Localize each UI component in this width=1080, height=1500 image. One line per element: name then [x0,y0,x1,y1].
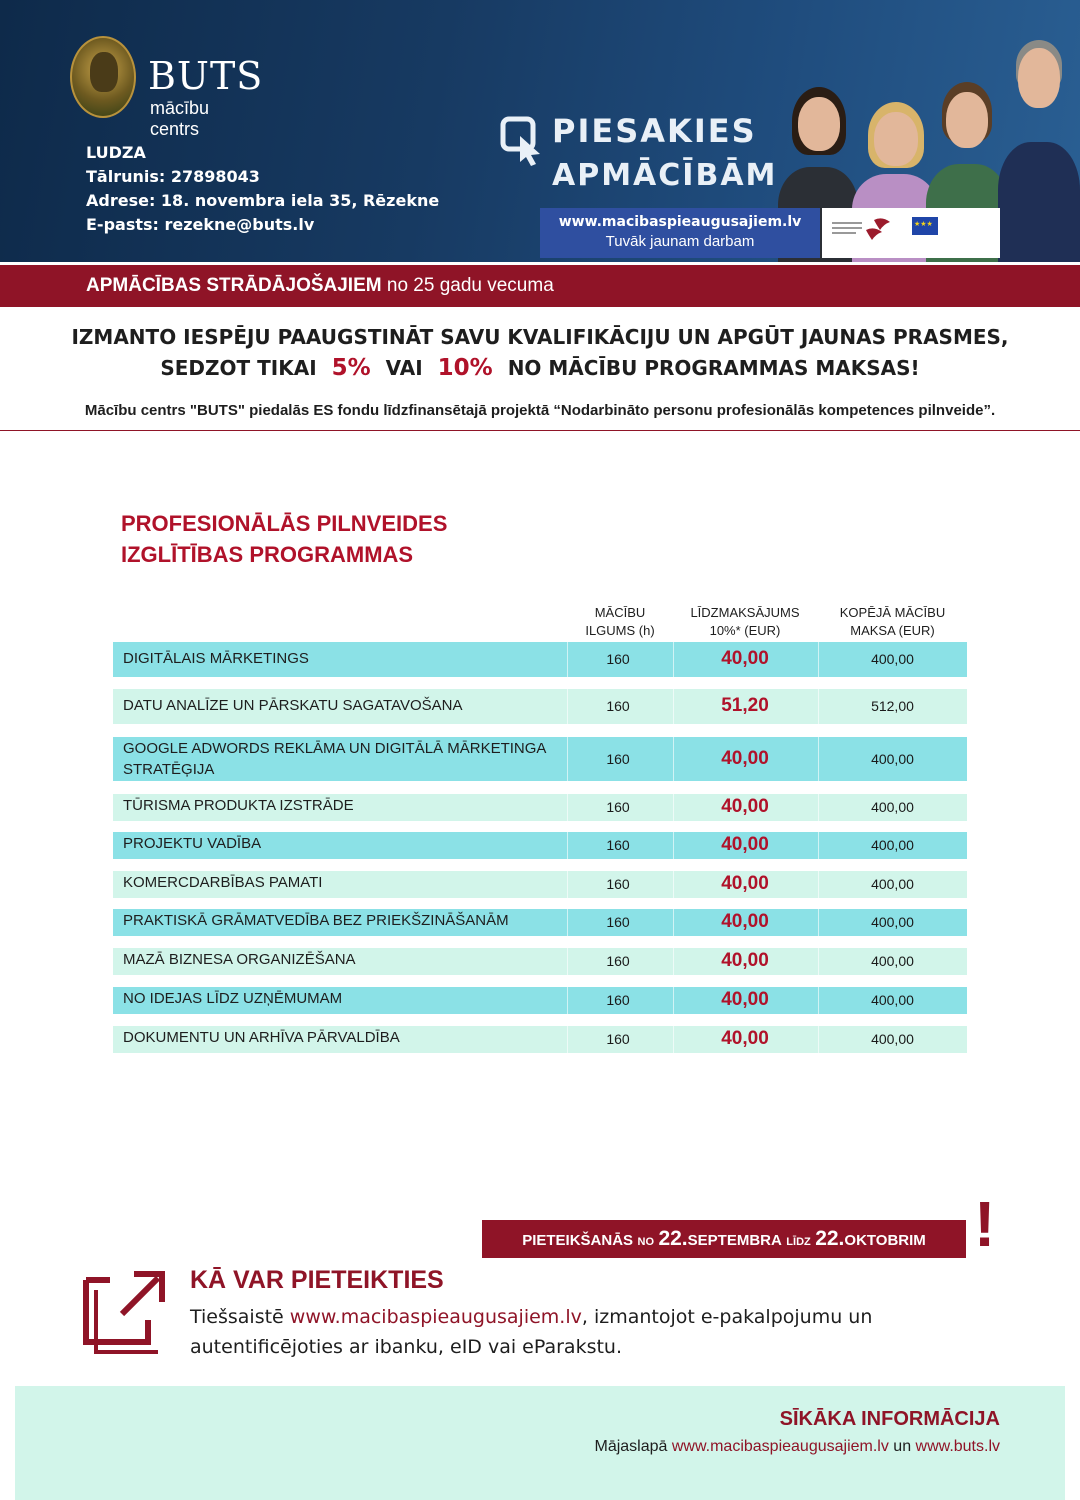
program-hours: 160 [606,876,630,892]
program-cofinancing: 51,20 [721,695,769,716]
cursor-icon [500,116,544,166]
table-row[interactable] [113,909,967,936]
footer-text [594,1438,1000,1456]
table-row[interactable] [113,642,967,677]
program-cofinancing: 40,00 [721,873,769,894]
percent-5: 5% [331,355,371,381]
program-name: GOOGLE ADWORDS REKLĀMA UN DIGITĀLĀ MĀRKETINGA STRATĒĢIJA [123,740,546,778]
footer-link-campaign[interactable]: www.macibaspieaugusajiem.lv [671,1438,889,1455]
program-name: DATU ANALĪZE UN PĀRSKATU SAGATAVOŠANA [123,697,463,714]
slogan-part-c: NO MĀCĪBU PROGRAMMAS MAKSAS! [507,356,920,380]
divider [0,430,1080,431]
audience-rest: no 25 gadu vecuma [381,275,554,296]
program-total: 400,00 [871,799,914,815]
campaign-title [500,112,778,202]
eu-flag-icon [912,217,938,235]
slogan-part-a: SEDZOT TIKAI [160,356,317,380]
table-row[interactable] [113,737,967,781]
col-header-cofinancing [675,604,815,640]
col-header-total-l2: MAKSA (EUR) [850,623,935,638]
col-header-cofin-l1: LĪDZMAKSĀJUMS [690,605,800,620]
program-name: NO IDEJAS LĪDZ UZŅĒMUMAM [123,990,343,1007]
program-name: PROJEKTU VADĪBA [123,835,262,852]
program-cofinancing: 40,00 [721,950,769,971]
program-cofinancing: 40,00 [721,648,769,669]
slogan-part-b: VAI [385,356,423,380]
table-row[interactable] [113,832,967,859]
program-cofinancing: 40,00 [721,989,769,1010]
footer-title: SĪKĀKA INFORMĀCIJA [779,1408,1000,1430]
program-total: 400,00 [871,914,914,930]
program-hours: 160 [606,992,630,1008]
program-name: PRAKTISKĀ GRĀMATVEDĪBA BEZ PRIEKŠZINĀŠANĀM [123,912,509,929]
deadline-to-num: 22. [815,1227,845,1250]
program-total: 512,00 [871,698,914,714]
exclamation-mark: ! [974,1188,996,1260]
audience-text [86,275,554,297]
program-name: DOKUMENTU UN ARHĪVA PĀRVALDĪBA [123,1029,400,1046]
contact-phone[interactable]: Tālrunis: 27898043 [86,167,260,186]
table-row[interactable] [113,689,967,724]
program-hours: 160 [606,751,630,767]
program-hours: 160 [606,1031,630,1047]
footer-prefix: Mājaslapā [594,1438,672,1455]
footer-middle: un [888,1438,916,1455]
col-header-total-l1: KOPĒJĀ MĀCĪBU [839,605,946,620]
campaign-url-box[interactable] [540,208,820,258]
program-total: 400,00 [871,837,914,853]
footer-link-buts[interactable]: www.buts.lv [915,1438,1000,1455]
deadline-from-word: NO [637,1236,654,1248]
how-link[interactable]: www.macibaspieaugusajiem.lv [289,1306,582,1328]
footer-info [15,1386,1065,1500]
buts-logo[interactable] [70,36,264,139]
deadline-label: PIETEIKŠANĀS [522,1232,634,1249]
brand-name: BUTS [148,54,264,98]
table-row[interactable] [113,871,967,898]
header-banner [0,0,1080,262]
campaign-url[interactable]: www.macibaspieaugusajiem.lv [558,214,802,230]
eu-funding-logos [822,208,1000,258]
program-cofinancing: 40,00 [721,748,769,769]
program-cofinancing: 40,00 [721,911,769,932]
col-header-hours [568,604,672,640]
contact-address: Adrese: 18. novembra iela 35, Rēzekne [86,191,440,210]
percent-10: 10% [437,355,493,381]
campaign-line1: PIESAKIES [552,112,757,150]
section-title-line1: PROFESIONĀLĀS PILNVEIDES [121,511,448,536]
program-cofinancing: 40,00 [721,834,769,855]
slogan-line2 [0,353,1080,384]
national-plan-logo [830,216,900,242]
brand-subtitle: mācību centrs [150,98,210,139]
section-title [121,508,447,570]
contact-email[interactable]: E-pasts: rezekne@buts.lv [86,215,315,234]
program-total: 400,00 [871,651,914,667]
program-name: TŪRISMA PRODUKTA IZSTRĀDE [123,797,354,814]
program-hours: 160 [606,698,630,714]
table-row[interactable] [113,794,967,821]
program-cofinancing: 40,00 [721,796,769,817]
campaign-tagline: Tuvāk jaunam darbam [605,233,755,250]
table-row[interactable] [113,948,967,975]
how-text-a: Tiešsaistē [190,1306,290,1328]
program-cofinancing: 40,00 [721,1028,769,1049]
project-statement: Mācību centrs "BUTS" piedalās ES fondu līdzfinansētajā projektā “Nodarbināto personu profesionālās kompetences pilnveide”. [84,402,996,419]
audience-band [0,265,1080,307]
deadline-to-month: OKTOBRIM [844,1232,926,1249]
program-name: MAZĀ BIZNESA ORGANIZĒŠANA [123,951,356,968]
program-hours: 160 [606,837,630,853]
deadline-to-word: LĪDZ [786,1236,811,1248]
program-hours: 160 [606,799,630,815]
slogan-line1: IZMANTO IESPĒJU PAAUGSTINĀT SAVU KVALIFIKĀCIJU UN APGŪT JAUNAS PRASMES, [71,325,1009,349]
how-to-apply-title: KĀ VAR PIETEIKTIES [190,1266,444,1294]
program-name: KOMERCDARBĪBAS PAMATI [123,874,323,891]
contact-city: LUDZA [86,143,146,162]
program-total: 400,00 [871,876,914,892]
program-hours: 160 [606,914,630,930]
col-header-total [820,604,965,640]
program-total: 400,00 [871,992,914,1008]
slogan [0,322,1080,384]
program-total: 400,00 [871,1031,914,1047]
program-name: DIGITĀLAIS MĀRKETINGS [123,650,309,667]
person-4 [998,40,1080,262]
col-header-hours-l1: MĀCĪBU [594,605,646,620]
audience-bold: APMĀCĪBAS STRĀDĀJOŠAJIEM [86,275,382,296]
table-row[interactable] [113,1026,967,1053]
how-text-b: , izmantojot e-pakalpojumu un autentificējoties ar ibanku, eID vai eParakstu. [190,1306,873,1358]
how-to-apply-text [190,1302,950,1362]
deadline-from-num: 22. [658,1227,688,1250]
campaign-line2: APMĀCĪBĀM [552,158,778,193]
contact-block [86,141,439,237]
table-row[interactable] [113,987,967,1014]
col-header-hours-l2: ILGUMS (h) [585,623,655,638]
program-hours: 160 [606,651,630,667]
logo-emblem [70,36,136,118]
col-header-cofin-l2: 10%* (EUR) [709,623,781,638]
program-hours: 160 [606,953,630,969]
program-total: 400,00 [871,751,914,767]
external-link-icon [82,1268,166,1354]
deadline-banner [482,1220,966,1258]
program-total: 400,00 [871,953,914,969]
section-title-line2: IZGLĪTĪBAS PROGRAMMAS [121,542,414,567]
deadline-from-month: SEPTEMBRA [687,1232,782,1249]
